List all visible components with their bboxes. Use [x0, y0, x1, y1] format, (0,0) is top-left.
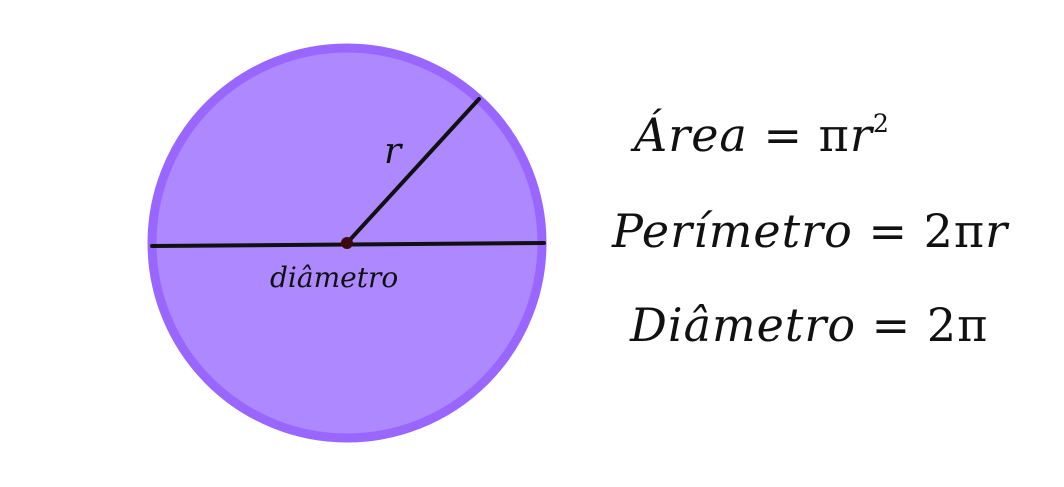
area-formula-exponent: 2	[872, 109, 890, 139]
diameter-formula-pi: π	[957, 298, 989, 352]
area-formula-equals: =	[763, 108, 804, 162]
diameter-formula	[630, 298, 988, 352]
diameter-formula-name: Diâmetro	[630, 298, 857, 352]
perimeter-formula-pi: π	[953, 204, 986, 258]
diameter-formula-coef: 2	[926, 298, 958, 352]
perimeter-formula-var: r	[985, 204, 1009, 258]
perimeter-formula-name: Perímetro	[612, 204, 853, 258]
perimeter-formula-equals: =	[868, 204, 908, 258]
area-formula-name: Área	[634, 108, 748, 162]
area-formula-pi: π	[818, 108, 850, 162]
center-point	[341, 237, 353, 249]
area-formula-var: r	[849, 108, 873, 162]
perimeter-formula	[612, 204, 1008, 258]
diameter-label: diâmetro	[270, 261, 399, 294]
perimeter-formula-coef: 2	[923, 204, 954, 258]
radius-label: r	[384, 131, 402, 172]
area-formula	[634, 108, 890, 162]
diameter-formula-equals: =	[871, 298, 912, 352]
